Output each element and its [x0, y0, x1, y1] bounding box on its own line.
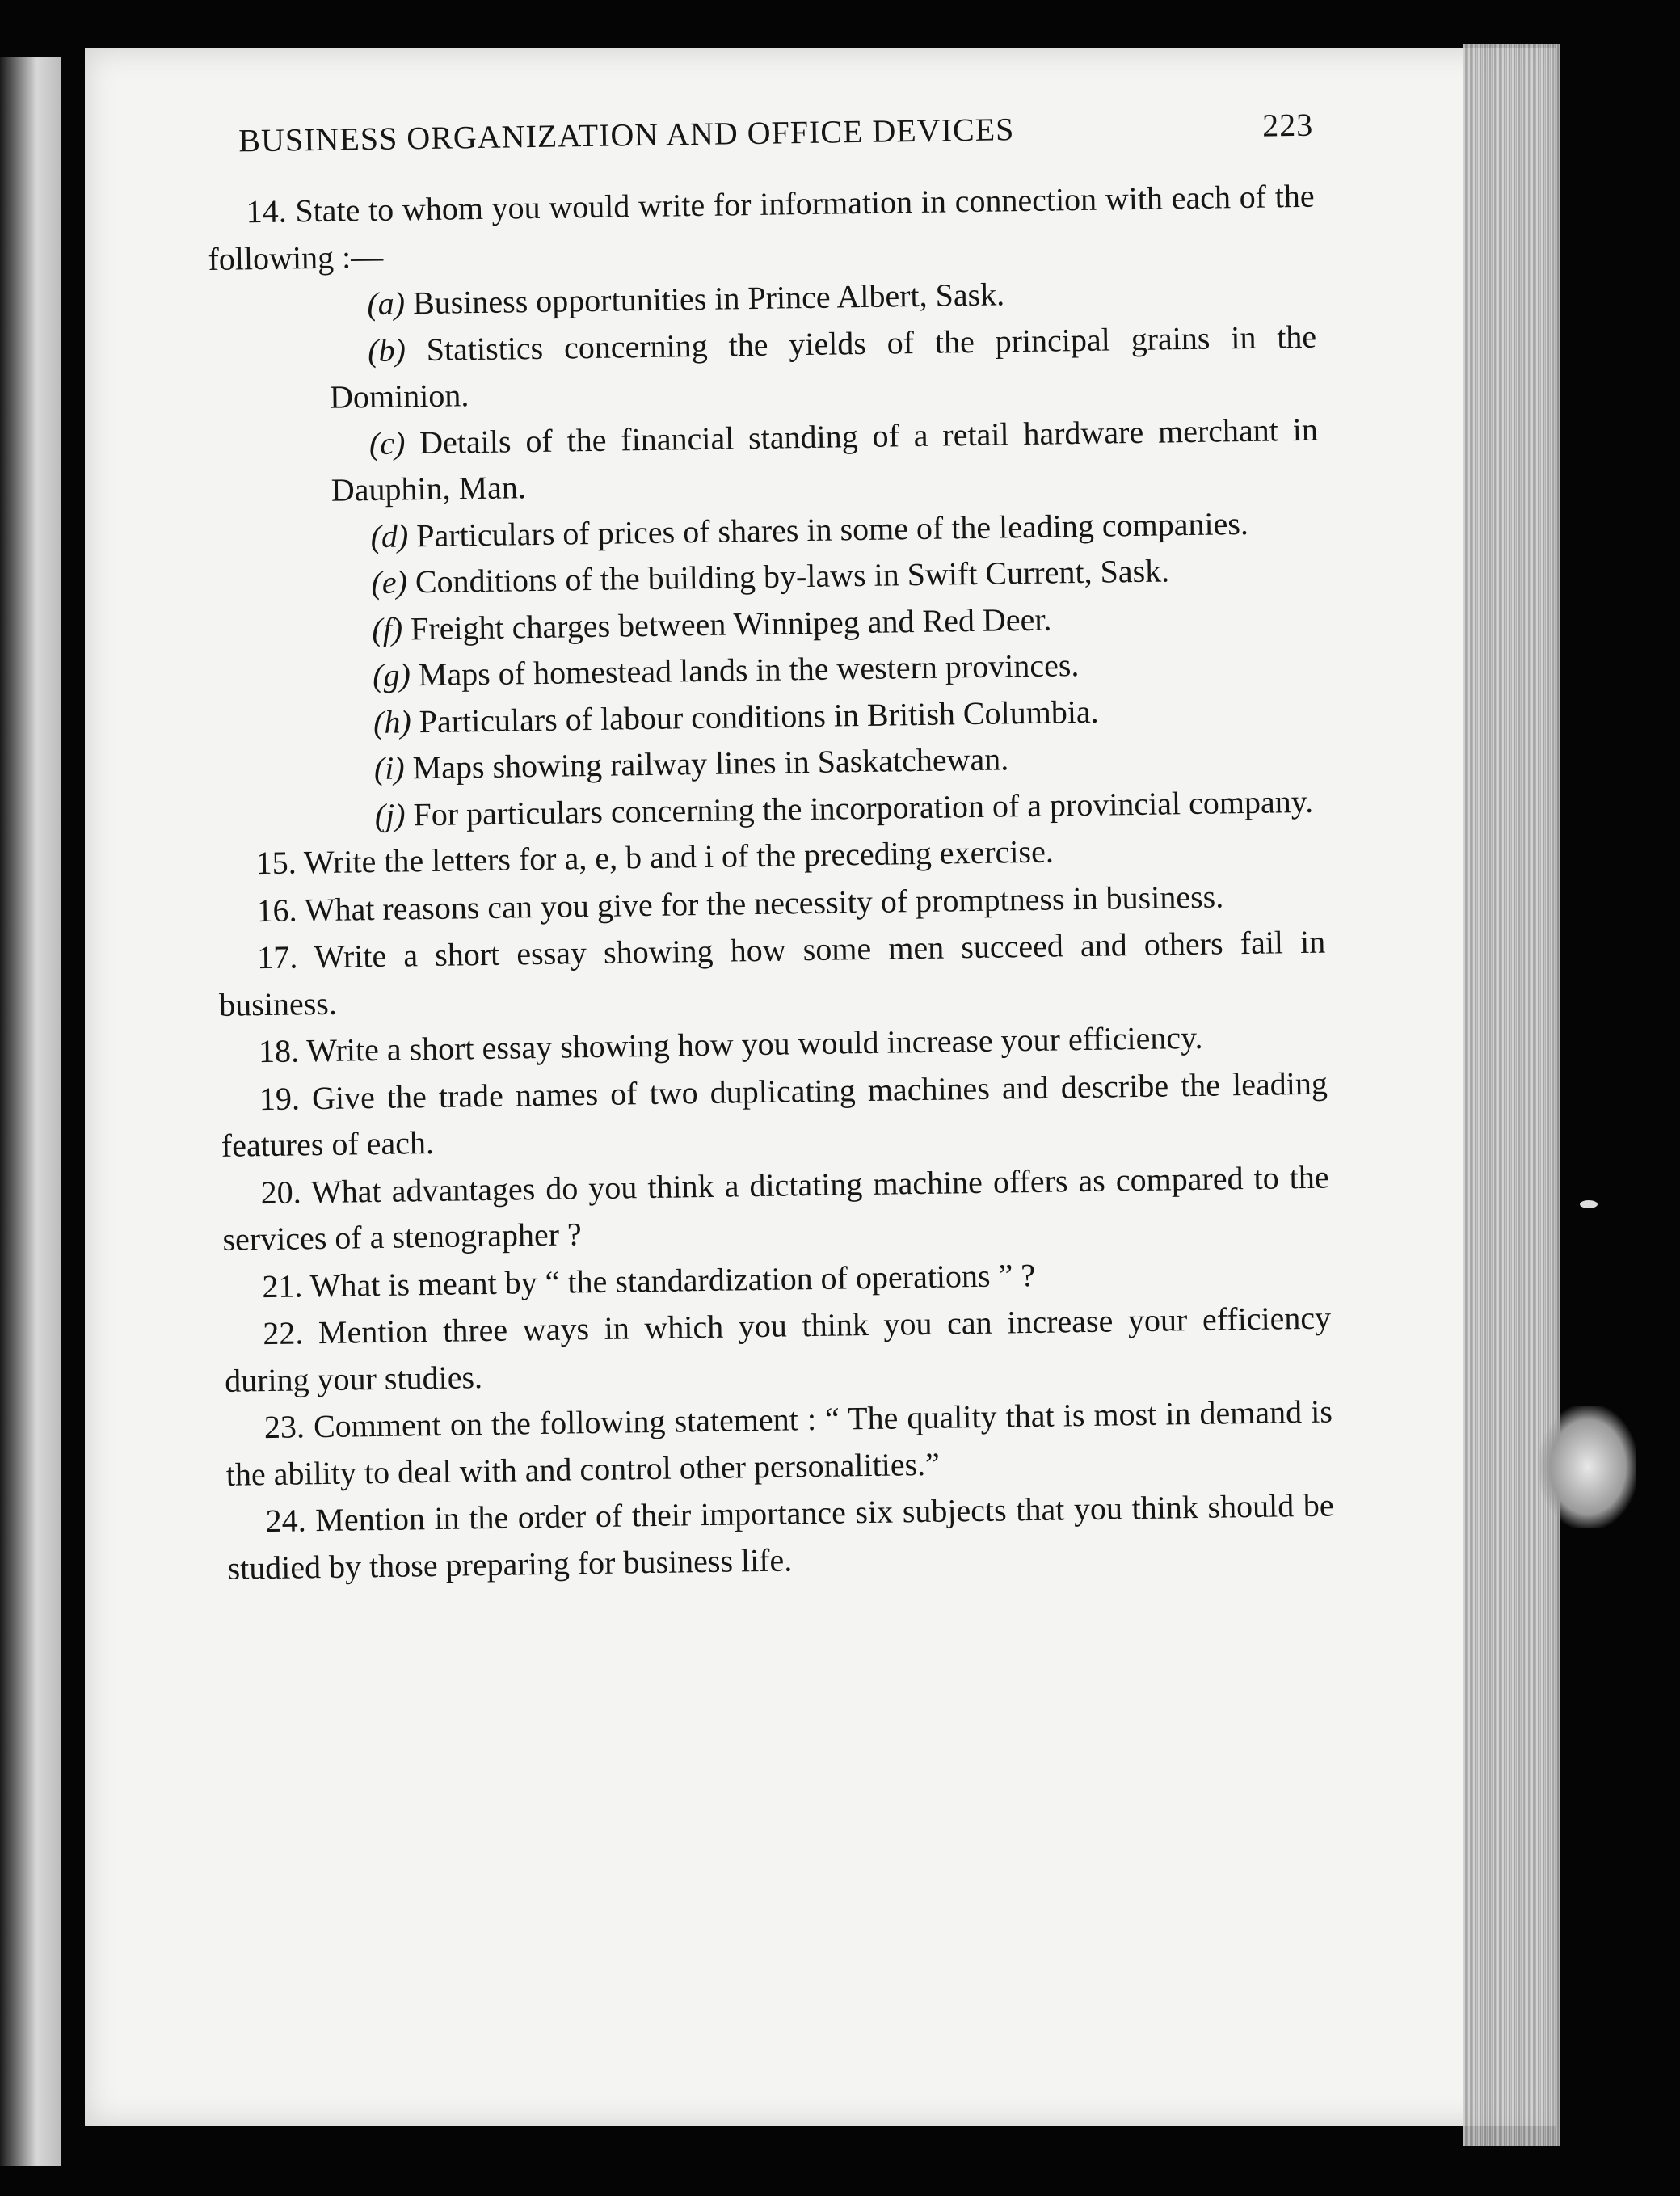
question-14-item-c [211, 406, 1320, 515]
page-text [206, 105, 1335, 1592]
paper-damage-spot [1539, 1406, 1636, 1528]
item-letter: (h) [373, 702, 412, 740]
question-16: 16. What reasons can you give for the necessity of promptness in business. [256, 877, 1224, 929]
item-text: Particulars of prices of shares in some of the leading companies. [415, 504, 1249, 554]
item-text: Maps of homestead lands in the western provinces. [418, 647, 1080, 693]
question-21: 21. What is meant by “ the standardization of operations ” ? [262, 1256, 1036, 1305]
question-24: 24. Mention in the order of their importance six subjects that you think should be studied by those preparing for business life. [227, 1486, 1334, 1587]
question-23: 23. Comment on the following statement : “ The quality that is most in demand is the ability to deal with and control other personalities.” [225, 1393, 1333, 1493]
item-text: Maps showing railway lines in Saskatchewan. [412, 740, 1009, 786]
item-text: Statistics concerning the yields of the principal grains in the Dominion. [329, 318, 1317, 415]
item-letter: (j) [374, 795, 406, 833]
question-22: 22. Mention three ways in which you think you can increase your efficiency during your studies. [224, 1299, 1332, 1399]
question-15: 15. Write the letters for a, e, b and i of the preceding exercise. [255, 832, 1055, 882]
item-text: Freight charges between Winnipeg and Red Deer. [410, 601, 1052, 647]
item-letter: (c) [368, 424, 406, 462]
question-14: 14. State to whom you would write for information in connection with each of the following :— [208, 177, 1315, 277]
question-14-item-b [209, 313, 1318, 422]
item-text: Details of the financial standing of a retail hardware merchant in Dauphin, Man. [331, 411, 1319, 508]
item-text: For particulars concerning the incorporation of a provincial company. [413, 782, 1314, 832]
item-text: Particulars of labour conditions in British Columbia. [419, 693, 1099, 740]
item-letter: (e) [371, 563, 408, 601]
page-stack-edge [1463, 44, 1560, 2146]
facing-page-edge [0, 57, 61, 2166]
page-number: 223 [1261, 106, 1314, 144]
item-letter: (i) [373, 749, 405, 787]
item-letter: (b) [367, 331, 406, 369]
item-letter: (d) [370, 516, 409, 554]
scan-speck [1580, 1200, 1598, 1208]
question-17: 17. Write a short essay showing how some men succeed and others fail in business. [218, 923, 1326, 1023]
item-letter: (a) [367, 285, 406, 322]
item-letter: (g) [372, 656, 411, 694]
item-letter: (f) [372, 609, 403, 647]
question-20: 20. What advantages do you think a dictating machine offers as compared to the services of a stenographer ? [222, 1158, 1329, 1258]
item-text: Conditions of the building by-laws in Swift Current, Sask. [415, 552, 1170, 601]
running-header-title: BUSINESS ORGANIZATION AND OFFICE DEVICES [238, 111, 1015, 159]
question-18: 18. Write a short essay showing how you would increase your efficiency. [258, 1018, 1203, 1070]
item-text: Business opportunities in Prince Albert, Sask. [412, 276, 1005, 322]
question-19: 19. Give the trade names of two duplicating machines and describe the leading features of each. [221, 1064, 1328, 1164]
